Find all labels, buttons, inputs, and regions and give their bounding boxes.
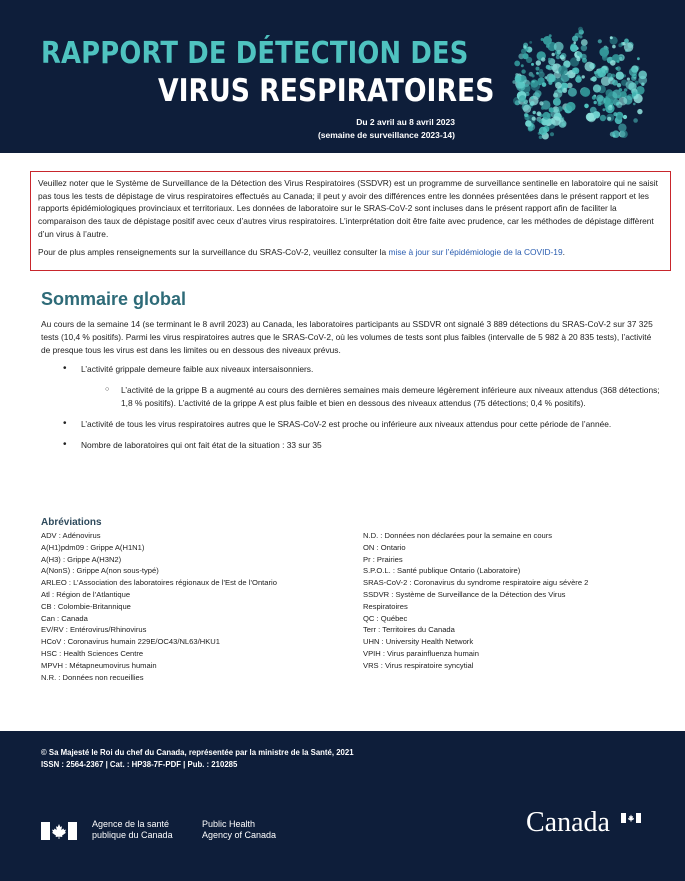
lung-bubble [525, 120, 532, 127]
lung-bubble [633, 118, 638, 123]
lung-bubble [541, 57, 545, 61]
lung-bubble [619, 88, 623, 92]
lung-bubble [605, 70, 609, 74]
lung-bubble [539, 114, 542, 117]
date-range: Du 2 avril au 8 avril 2023 [356, 117, 455, 127]
abbreviation-item: Can : Canada [41, 613, 88, 623]
abbreviation-item: ARLEO : L’Association des laboratoires régionaux de l’Est de l’Ontario [41, 578, 277, 588]
abbreviation-item: A(H1)pdm09 : Grippe A(H1N1) [41, 542, 145, 552]
surveillance-week: (semaine de surveillance 2023-14) [317, 130, 455, 140]
lung-bubble [531, 74, 534, 77]
lung-bubble [539, 69, 543, 73]
bullet-text: L’activité grippale demeure faible aux niveaux intersaisonniers. [81, 364, 314, 375]
lung-bubble [521, 49, 526, 54]
abbreviation-item: CB : Colombie-Britannique [41, 601, 131, 611]
lung-bubble [530, 102, 534, 106]
lung-bubble [570, 44, 578, 52]
lung-bubble [597, 68, 606, 77]
copyright-block [41, 747, 354, 771]
canada-flag-icon [41, 822, 77, 840]
lung-bubble [591, 76, 596, 81]
lung-bubble [626, 81, 635, 90]
agency-en-line: Public Health [202, 819, 256, 829]
lung-bubble [514, 61, 520, 67]
lung-bubble [602, 55, 606, 59]
lung-bubble [618, 43, 622, 47]
lung-bubble [603, 108, 606, 111]
lung-bubble [533, 111, 536, 114]
abbreviation-item: S.P.O.L. : Santé publique Ontario (Laboratoire) [363, 566, 521, 576]
lung-bubble [555, 82, 562, 89]
abbreviation-item: VRS : Virus respiratoire syncytial [363, 660, 474, 670]
lung-bubble [617, 60, 620, 63]
lung-bubble [541, 106, 544, 109]
lung-bubble [629, 68, 637, 76]
canada-wordmark: Canada [526, 807, 610, 838]
lung-bubble [545, 76, 548, 79]
lung-bubble [539, 127, 547, 135]
lung-bubble [539, 135, 543, 139]
abbreviation-item: UHN : University Health Network [363, 637, 474, 647]
report-title-line1: RAPPORT DE DÉTECTION DES [41, 36, 469, 71]
lung-bubble [581, 88, 590, 97]
lung-bubble [552, 53, 555, 56]
lung-bubble [531, 63, 534, 66]
report-footer [0, 731, 685, 881]
abbreviation-item: Pr : Prairies [363, 554, 403, 564]
lung-bubble [605, 89, 613, 97]
lung-bubble [554, 89, 563, 98]
lung-bubble [576, 57, 580, 61]
lung-bubble [600, 115, 606, 121]
lung-bubble [613, 112, 617, 116]
lung-bubble [608, 105, 613, 110]
abbreviation-item: SSDVR : Système de Surveillance de la Détection des Virus [363, 589, 566, 599]
lung-bubble [531, 96, 534, 99]
abbreviations-heading: Abréviations [41, 517, 102, 528]
lung-bubble [597, 96, 606, 105]
lung-bubble [551, 116, 561, 126]
abbreviation-item: Respiratoires [363, 601, 408, 611]
lung-bubble [610, 60, 616, 66]
lung-bubble [523, 45, 526, 48]
lung-bubble [542, 82, 547, 87]
lung-bubble [615, 67, 618, 70]
abbreviation-item: A(H3) : Grippe A(H3N2) [41, 554, 122, 564]
lung-bubble [543, 112, 551, 120]
lung-bubble [531, 82, 540, 91]
lung-bubble [616, 72, 624, 80]
agency-name-english [202, 819, 276, 841]
summary-body [41, 318, 661, 459]
report-header [0, 0, 685, 153]
lung-bubble [573, 42, 576, 45]
lung-bubble [521, 69, 525, 73]
lung-bubble [537, 118, 541, 122]
lung-bubble [624, 43, 633, 52]
sub-bullets [81, 384, 661, 410]
lung-bubble [582, 75, 585, 78]
lung-bubble [578, 27, 583, 32]
lung-bubble [546, 65, 551, 70]
lung-bubble [522, 53, 528, 59]
lung-bubble [549, 75, 556, 82]
lung-bubble [536, 60, 541, 65]
lung-bubble [593, 84, 601, 92]
agency-fr-line: publique du Canada [92, 830, 173, 840]
lung-bubble [623, 115, 627, 119]
lung-bubble [607, 117, 611, 121]
lung-bubble [632, 92, 636, 96]
lung-bubble [554, 42, 564, 52]
lung-bubble [532, 117, 536, 121]
covid-epidemiology-link[interactable]: mise à jour sur l’épidémiologie de la COVID-19 [388, 246, 563, 257]
lung-bubble [579, 55, 582, 58]
summary-intro: Au cours de la semaine 14 (se terminant le 8 avril 2023) au Canada, les laboratoires participants au SSDVR ont signalé 3 889 détections du SRAS-CoV-2 sur 37 325 tests (10,4 % positifs). Parmi les virus respiratoires autres que le SRAS-CoV-2, où les volumes de tests sont plus faibles (intervalle de 5 982 à 20 835 tests), l’activité de presque tous les virus est dans les limites ou en dessous des niveaux prévus. [41, 319, 653, 355]
lung-bubble [594, 101, 597, 104]
report-date-block [318, 116, 455, 142]
bullet-influenza [41, 363, 661, 409]
lung-bubble [568, 88, 577, 97]
lung-bubble [638, 71, 647, 80]
lung-bubble [516, 82, 525, 91]
lung-bubble [598, 39, 602, 43]
lung-bubble [619, 97, 628, 106]
lung-bubble [637, 109, 642, 114]
notice-text-end: . [562, 246, 565, 257]
abbreviation-item: ADV : Adénovirus [41, 531, 101, 540]
lung-bubble [612, 45, 616, 49]
lung-bubble [617, 115, 622, 120]
lung-bubble [584, 104, 589, 109]
lung-bubble [586, 113, 594, 121]
lungs-icon [504, 14, 654, 144]
lung-bubble [523, 105, 531, 113]
abbreviation-item: ON : Ontario [363, 542, 406, 552]
lung-bubble [550, 132, 554, 136]
lung-bubble [566, 102, 575, 111]
lung-bubble [633, 103, 636, 106]
lung-bubble [607, 73, 612, 78]
abbreviations-left-column [41, 530, 341, 683]
lung-bubble [543, 36, 552, 45]
abbreviation-item: N.R. : Données non recueillies [41, 672, 144, 682]
lung-bubble [637, 57, 640, 60]
lung-bubble [572, 36, 578, 42]
agency-fr-line: Agence de la santé [92, 819, 170, 829]
abbreviation-item: QC : Québec [363, 613, 408, 623]
abbreviation-item: HCoV : Coronavirus humain 229E/OC43/NL63/HKU1 [41, 637, 220, 647]
lung-bubble [521, 64, 524, 67]
lung-bubble [548, 58, 551, 61]
lung-bubble [610, 36, 613, 39]
wordmark-flag-icon [621, 813, 641, 823]
summary-bullets [41, 363, 661, 451]
lung-bubble [536, 72, 539, 75]
bullet-other-viruses: • L’activité de tous les virus respiratoires autres que le SRAS-CoV-2 est proche ou inférieure aux niveaux attendus pour cette période de l’année. [41, 418, 661, 431]
lung-bubble [627, 78, 630, 81]
lung-bubble [557, 98, 560, 101]
copyright-text: © Sa Majesté le Roi du chef du Canada, représentée par la ministre de la Santé, 2021 [41, 748, 354, 757]
sub-bullet-influenza-b: ○ L’activité de la grippe B a augmenté au cours des dernières semaines mais demeure légèrement inférieure aux niveaux attendus (368 détections; 1,8 % positifs). L’activité de la grippe A est plus faible et bien en dessous des niveaux attendus (75 détections; 0,4 % positifs). [81, 384, 661, 410]
lung-bubble [619, 57, 622, 60]
issn-text: ISSN : 2564-2367 | Cat. : HP38-7F-PDF | Pub. : 210285 [41, 760, 238, 769]
agency-en-line: Agency of Canada [202, 830, 277, 840]
bullet-lab-count: • Nombre de laboratoires qui ont fait état de la situation : 33 sur 35 [41, 439, 661, 452]
lung-bubble [641, 83, 644, 86]
lung-bubble [612, 130, 620, 138]
lung-bubble [561, 57, 566, 62]
lung-bubble [579, 35, 582, 38]
abbreviation-item: VPIH : Virus parainfluenza humain [363, 648, 479, 658]
summary-heading: Sommaire global [41, 289, 187, 309]
abbreviation-item: MPVH : Métapneumovirus humain [41, 660, 157, 670]
abbreviation-item: EV/RV : Entérovirus/Rhinovirus [41, 625, 147, 635]
lung-bubble [535, 90, 542, 97]
lung-bubble [581, 45, 587, 51]
lung-bubble [556, 55, 560, 59]
lung-bubble [585, 62, 595, 72]
lung-bubble [612, 80, 618, 86]
lung-bubble [519, 95, 526, 102]
notice-text: Pour de plus amples renseignements sur la surveillance du SRAS-CoV-2, veuillez consulter la [38, 246, 389, 257]
abbreviation-item: Atl : Région de l’Atlantique [41, 589, 131, 599]
lung-bubble [624, 88, 628, 92]
lung-bubble [570, 71, 573, 74]
notice-box [30, 171, 671, 271]
abbreviation-item: N.D. : Données non déclarées pour la semaine en cours [363, 531, 553, 540]
lung-bubble [515, 75, 522, 82]
abbreviation-item: Terr : Territoires du Canada [363, 625, 455, 635]
abbreviation-item: A(NonS) : Grippe A(non sous-typé) [41, 566, 159, 576]
notice-paragraph-covid [38, 246, 663, 259]
lung-bubble [536, 67, 540, 71]
lung-bubble [641, 87, 644, 90]
abbreviations-right-column [363, 530, 633, 672]
lung-bubble [539, 101, 543, 105]
lung-bubble [524, 113, 528, 117]
lung-bubble [592, 96, 596, 100]
report-title-line2: VIRUS RESPIRATOIRES [158, 73, 495, 109]
lung-bubble [575, 76, 582, 83]
lung-bubble [620, 130, 628, 138]
notice-paragraph: Veuillez noter que le Système de Surveillance de la Détection des Virus Respiratoires (SSDVR) est un programme de surveillance sentinelle en laboratoire qui ne saisit pas tous les tests de dépistage de virus respiratoires effectués au Canada; il peut y avoir des différences entre les données présentées dans le présent rapport et les rapports épidémiologiques provinciaux et territoriaux. Les données de laboratoire sur le SRAS-CoV-2 sont incluses dans le présent rapport afin de faciliter la comparaison des taux de dépistage positif avec ceux d’autres virus respiratoires. L’interprétation doit être faite avec prudence, car les méthodes de dépistage diffèrent d’un virus à l’autre. [38, 178, 658, 239]
lung-bubble [562, 88, 566, 92]
abbreviation-item: HSC : Health Sciences Centre [41, 648, 144, 658]
lung-bubble [558, 66, 567, 75]
agency-name-french [92, 819, 173, 841]
abbreviation-item: SRAS-CoV-2 : Coronavirus du syndrome respiratoire aigu sévère 2 [363, 578, 589, 588]
lung-bubble [549, 107, 554, 112]
lung-bubble [529, 41, 532, 44]
